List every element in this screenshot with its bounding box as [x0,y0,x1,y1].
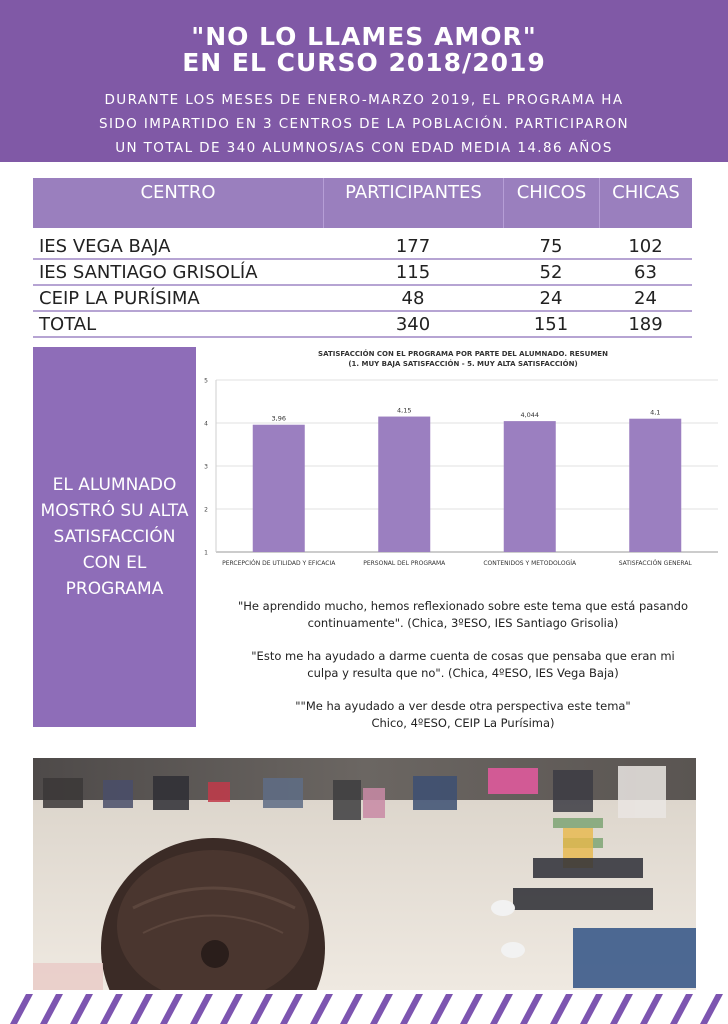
chart-subtitle: (1. MUY BAJA SATISFACCIÓN - 5. MUY ALTA SATISFACCIÓN) [348,360,578,368]
stripe [10,994,33,1024]
quote-3-line-1: ""Me ha ayudado a ver desde otra perspectiva este tema" [295,699,631,713]
stripe [220,994,243,1024]
data-label: 4,044 [520,411,540,420]
stripe [640,994,663,1024]
x-tick-label: CONTENIDOS Y METODOLOGÍA [483,560,577,567]
participants-table [33,178,692,338]
stripe [370,994,393,1024]
cell-centro: TOTAL [39,313,97,335]
data-label: 3,96 [271,414,286,423]
chart-title-block [198,349,728,369]
y-tick-label: 1 [204,549,208,557]
cell-chicas: 24 [634,287,657,309]
table-header [33,178,692,228]
cell-chicos: 75 [539,235,563,257]
satisfaction-chart [198,345,728,575]
stripe [130,994,153,1024]
stripe [70,994,93,1024]
table-row-total [33,312,692,338]
x-tick-label: PERCEPCIÓN DE UTILIDAD Y EFICACIA [222,560,336,567]
classroom-photo-illustration [33,758,696,990]
stripe [100,994,123,1024]
stripe [40,994,63,1024]
cell-participantes: 340 [395,313,431,335]
y-tick-label: 5 [204,377,208,385]
quote-3 [198,698,728,732]
stripe [580,994,603,1024]
header-centro: CENTRO [140,182,216,203]
y-tick-label: 2 [204,506,208,514]
cell-participantes: 115 [395,261,431,283]
table-row [33,260,692,286]
header-chicas: CHICAS [599,178,692,228]
y-tick-label: 4 [204,420,208,428]
title-line-1: "NO LO LLAMES AMOR" [191,22,537,51]
subtitle-line-2: SIDO IMPARTIDO EN 3 CENTROS DE LA POBLACIÓN. PARTICIPARON [98,116,630,132]
quotes-section [198,598,728,748]
cell-chicos: 52 [539,261,563,283]
stripe [670,994,693,1024]
cell-chicas: 189 [628,313,663,335]
bar [504,421,556,552]
quote-2-line-1: "Esto me ha ayudado a darme cuenta de cosas que pensaba que eran mi [251,649,675,663]
stripe [430,994,453,1024]
data-label: 4,15 [397,406,412,415]
quote-1-line-1: "He aprendido mucho, hemos reflexionado sobre este tema que está pasando [237,599,688,613]
satisfaction-callout [33,347,196,727]
cell-chicos: 151 [533,313,569,335]
stripe [400,994,423,1024]
stripe [340,994,363,1024]
callout-text: EL ALUMNADO MOSTRÓ SU ALTA SATISFACCIÓN CON EL PROGRAMA [40,475,189,599]
subtitle-line-1: DURANTE LOS MESES DE ENERO-MARZO 2019, EL PROGRAMA HA [104,92,624,108]
table-row [33,286,692,312]
cell-chicas: 102 [628,235,663,257]
bar [629,419,681,552]
subtitle-line-3: UN TOTAL DE 340 ALUMNOS/AS CON EDAD MEDIA 14.86 AÑOS [115,140,613,156]
quote-2-line-2: culpa y resulta que no". (Chica, 4ºESO, IES Vega Baja) [307,666,619,680]
stripe [190,994,213,1024]
page-subtitle [60,88,668,160]
y-tick-label: 3 [204,463,208,471]
table-body [33,230,692,338]
stripe [250,994,273,1024]
stripe [160,994,183,1024]
quote-1-line-2: continuamente". (Chica, 3ºESO, IES Santiago Grisolia) [307,616,619,630]
stripe [550,994,573,1024]
decorative-stripes [0,994,728,1024]
cell-centro: IES VEGA BAJA [39,235,171,257]
stripe [490,994,513,1024]
cell-participantes: 48 [401,287,425,309]
cell-chicos: 24 [539,287,563,309]
quote-2 [198,648,728,682]
quote-3-line-2: Chico, 4ºESO, CEIP La Purísima) [371,716,555,730]
chart-plot [198,345,728,575]
header-banner [0,0,728,162]
bar [253,425,305,552]
header-participantes: PARTICIPANTES [323,178,503,228]
quote-1 [198,598,728,632]
bar [378,417,430,552]
stripe [610,994,633,1024]
page-title [0,24,728,76]
stripe [700,994,723,1024]
stripe [310,994,333,1024]
stripe [460,994,483,1024]
cell-participantes: 177 [395,235,431,257]
cell-centro: CEIP LA PURÍSIMA [39,287,200,309]
x-tick-label: SATISFACCIÓN GENERAL [618,560,692,567]
table-row [33,234,692,260]
stripe [520,994,543,1024]
stripe [280,994,303,1024]
header-chicos: CHICOS [503,178,599,228]
x-tick-label: PERSONAL DEL PROGRAMA [363,560,446,567]
classroom-photo [33,758,696,990]
chart-title: SATISFACCIÓN CON EL PROGRAMA POR PARTE DEL ALUMNADO. RESUMEN [318,350,608,358]
cell-chicas: 63 [634,261,657,283]
cell-centro: IES SANTIAGO GRISOLÍA [39,261,258,283]
data-label: 4,1 [650,408,661,417]
title-line-2: EN EL CURSO 2018/2019 [182,48,546,77]
